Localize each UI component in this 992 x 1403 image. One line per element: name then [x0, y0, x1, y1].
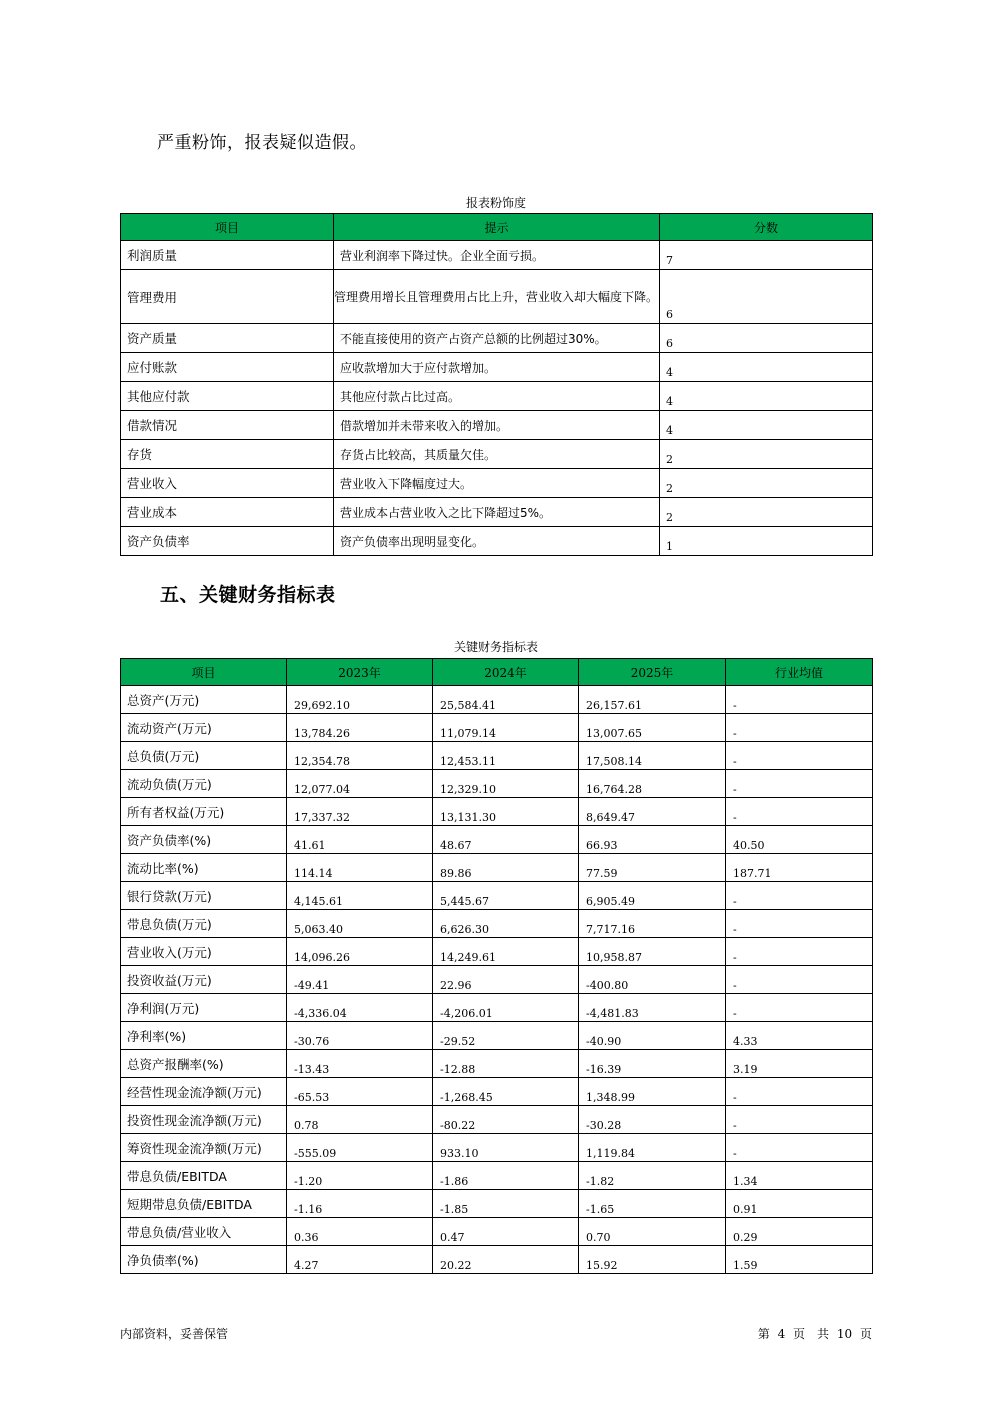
table2-item-cell: 投资收益(万元)	[121, 966, 287, 994]
table2-row	[121, 714, 873, 742]
table2-row	[121, 910, 873, 938]
table2-row	[121, 742, 873, 770]
table2-row	[121, 1190, 873, 1218]
table2-industry-avg-cell: 1.59	[726, 1246, 873, 1274]
table2-header-row	[121, 659, 873, 686]
table2-2023-cell: -30.76	[287, 1022, 433, 1050]
key-financial-indicators-table	[120, 658, 873, 1274]
table2-2023-cell: 17,337.32	[287, 798, 433, 826]
table2-2024-cell: 20.22	[433, 1246, 579, 1274]
table2-row	[121, 1134, 873, 1162]
table1-score-cell: 2	[660, 440, 873, 469]
table2-industry-avg-cell: -	[726, 994, 873, 1022]
table2-industry-avg-cell: -	[726, 1134, 873, 1162]
table2-2023-cell: 4,145.61	[287, 882, 433, 910]
table2-2024-cell: 11,079.14	[433, 714, 579, 742]
table1-item-cell: 存货	[121, 440, 334, 469]
footer-page-mid: 页 共	[793, 1327, 830, 1341]
table2-2025-cell: 16,764.28	[579, 770, 726, 798]
table2-item-cell: 带息负债/EBITDA	[121, 1162, 287, 1190]
table1-caption: 报表粉饰度	[465, 196, 526, 210]
table2-row	[121, 686, 873, 714]
table1-score-cell: 4	[660, 382, 873, 411]
table2-2023-cell: -49.41	[287, 966, 433, 994]
table2-2025-cell: 77.59	[579, 854, 726, 882]
table2-industry-avg-cell: -	[726, 882, 873, 910]
table2-item-cell: 筹资性现金流净额(万元)	[121, 1134, 287, 1162]
table2-row	[121, 798, 873, 826]
table1-row	[121, 382, 873, 411]
table2-2023-cell: 29,692.10	[287, 686, 433, 714]
table1-row	[121, 241, 873, 270]
table1-item-cell: 应付账款	[121, 353, 334, 382]
table2-2024-cell: -29.52	[433, 1022, 579, 1050]
table2-2023-cell: -4,336.04	[287, 994, 433, 1022]
table2-item-cell: 带息负债/营业收入	[121, 1218, 287, 1246]
table2-2025-cell: -30.28	[579, 1106, 726, 1134]
table2-industry-avg-cell: 187.71	[726, 854, 873, 882]
table2-2024-cell: 12,453.11	[433, 742, 579, 770]
table2-2025-cell: 13,007.65	[579, 714, 726, 742]
table2-row	[121, 1162, 873, 1190]
table2-industry-avg-cell: -	[726, 910, 873, 938]
table1-header-item: 项目	[121, 214, 334, 241]
table2-header-2023: 2023年	[287, 659, 433, 686]
table2-industry-avg-cell: 4.33	[726, 1022, 873, 1050]
table2-2023-cell: -555.09	[287, 1134, 433, 1162]
table2-row	[121, 882, 873, 910]
table2-industry-avg-cell: -	[726, 798, 873, 826]
table2-item-cell: 净负债率(%)	[121, 1246, 287, 1274]
whitewash-table	[120, 213, 873, 556]
table2-item-cell: 流动比率(%)	[121, 854, 287, 882]
table2-2023-cell: 5,063.40	[287, 910, 433, 938]
table2-2023-cell: -1.16	[287, 1190, 433, 1218]
table2-2024-cell: -1.86	[433, 1162, 579, 1190]
table2-row	[121, 994, 873, 1022]
table2-2024-cell: 14,249.61	[433, 938, 579, 966]
table1-row	[121, 498, 873, 527]
table2-2024-cell: -1,268.45	[433, 1078, 579, 1106]
table2-2023-cell: 13,784.26	[287, 714, 433, 742]
table2-2025-cell: 0.70	[579, 1218, 726, 1246]
table2-industry-avg-cell: 1.34	[726, 1162, 873, 1190]
table2-item-cell: 投资性现金流净额(万元)	[121, 1106, 287, 1134]
table2-item-cell: 银行贷款(万元)	[121, 882, 287, 910]
footer-page-suffix: 页	[859, 1327, 872, 1341]
table2-2025-cell: 1,348.99	[579, 1078, 726, 1106]
table2-2023-cell: -65.53	[287, 1078, 433, 1106]
table2-row	[121, 1022, 873, 1050]
table2-item-cell: 流动资产(万元)	[121, 714, 287, 742]
table2-item-cell: 资产负债率(%)	[121, 826, 287, 854]
table2-item-cell: 营业收入(万元)	[121, 938, 287, 966]
table1-row	[121, 440, 873, 469]
table2-item-cell: 经营性现金流净额(万元)	[121, 1078, 287, 1106]
table2-2024-cell: 89.86	[433, 854, 579, 882]
table1-header-score: 分数	[660, 214, 873, 241]
table2-2025-cell: 7,717.16	[579, 910, 726, 938]
table2-row	[121, 770, 873, 798]
table2-2024-cell: 933.10	[433, 1134, 579, 1162]
table1-score-cell: 4	[660, 411, 873, 440]
table2-2025-cell: 66.93	[579, 826, 726, 854]
table1-score-cell: 6	[660, 270, 873, 324]
table2-row	[121, 854, 873, 882]
footer-current-page: 4	[777, 1327, 786, 1341]
table2-2024-cell: 5,445.67	[433, 882, 579, 910]
table2-2023-cell: 0.36	[287, 1218, 433, 1246]
table1-score-cell: 6	[660, 324, 873, 353]
table2-2025-cell: -16.39	[579, 1050, 726, 1078]
table2-industry-avg-cell: -	[726, 770, 873, 798]
table2-item-cell: 总负债(万元)	[121, 742, 287, 770]
table2-row	[121, 1050, 873, 1078]
table1-row	[121, 270, 873, 324]
table2-item-cell: 带息负债(万元)	[121, 910, 287, 938]
table2-2024-cell: -12.88	[433, 1050, 579, 1078]
table2-2023-cell: 114.14	[287, 854, 433, 882]
table1-item-cell: 管理费用	[121, 270, 334, 324]
table2-industry-avg-cell: -	[726, 966, 873, 994]
table1-score-cell: 1	[660, 527, 873, 556]
table1-item-cell: 利润质量	[121, 241, 334, 270]
table2-2025-cell: -4,481.83	[579, 994, 726, 1022]
table1-hint-cell: 管理费用增长且管理费用占比上升，营业收入却大幅度下降。	[334, 270, 660, 324]
table1-score-cell: 2	[660, 469, 873, 498]
table1-item-cell: 营业收入	[121, 469, 334, 498]
table2-2025-cell: 6,905.49	[579, 882, 726, 910]
table2-2025-cell: 15.92	[579, 1246, 726, 1274]
table1-item-cell: 其他应付款	[121, 382, 334, 411]
table2-item-cell: 净利率(%)	[121, 1022, 287, 1050]
table2-row	[121, 966, 873, 994]
table1-score-cell: 7	[660, 241, 873, 270]
table2-item-cell: 流动负债(万元)	[121, 770, 287, 798]
table2-header-industry-avg: 行业均值	[726, 659, 873, 686]
table2-industry-avg-cell: 40.50	[726, 826, 873, 854]
table1-item-cell: 资产负债率	[121, 527, 334, 556]
table2-2025-cell: -1.82	[579, 1162, 726, 1190]
table2-2023-cell: 14,096.26	[287, 938, 433, 966]
table1-hint-cell: 其他应付款占比过高。	[334, 382, 660, 411]
table2-2025-cell: 10,958.87	[579, 938, 726, 966]
table2-item-cell: 净利润(万元)	[121, 994, 287, 1022]
table2-2025-cell: -400.80	[579, 966, 726, 994]
table2-2024-cell: -1.85	[433, 1190, 579, 1218]
table1-hint-cell: 营业利润率下降过快。企业全面亏损。	[334, 241, 660, 270]
table2-2023-cell: 4.27	[287, 1246, 433, 1274]
table2-2025-cell: -1.65	[579, 1190, 726, 1218]
table2-industry-avg-cell: -	[726, 1106, 873, 1134]
table1-row	[121, 411, 873, 440]
table1-row	[121, 469, 873, 498]
table2-2024-cell: -80.22	[433, 1106, 579, 1134]
table1-row	[121, 324, 873, 353]
table2-item-cell: 总资产(万元)	[121, 686, 287, 714]
table2-2025-cell: 8,649.47	[579, 798, 726, 826]
table1-hint-cell: 存货占比较高，其质量欠佳。	[334, 440, 660, 469]
table2-2024-cell: 25,584.41	[433, 686, 579, 714]
intro-text: 严重粉饰，报表疑似造假。	[157, 133, 367, 153]
table2-industry-avg-cell: -	[726, 714, 873, 742]
table1-header-hint: 提示	[334, 214, 660, 241]
table2-industry-avg-cell: -	[726, 938, 873, 966]
table2-header-item: 项目	[121, 659, 287, 686]
table2-2023-cell: -1.20	[287, 1162, 433, 1190]
table1-score-cell: 4	[660, 353, 873, 382]
table1-hint-cell: 应收款增加大于应付款增加。	[334, 353, 660, 382]
table2-industry-avg-cell: -	[726, 1078, 873, 1106]
table2-industry-avg-cell: 0.29	[726, 1218, 873, 1246]
table1-item-cell: 营业成本	[121, 498, 334, 527]
table1-hint-cell: 不能直接使用的资产占资产总额的比例超过30%。	[334, 324, 660, 353]
table2-2024-cell: 22.96	[433, 966, 579, 994]
section-heading: 五、关键财务指标表	[160, 584, 336, 606]
table2-row	[121, 1106, 873, 1134]
table2-item-cell: 所有者权益(万元)	[121, 798, 287, 826]
table2-row	[121, 1246, 873, 1274]
table2-2024-cell: 0.47	[433, 1218, 579, 1246]
table2-row	[121, 1078, 873, 1106]
table2-2025-cell: 26,157.61	[579, 686, 726, 714]
table1-item-cell: 资产质量	[121, 324, 334, 353]
table2-2024-cell: 12,329.10	[433, 770, 579, 798]
table2-2023-cell: 0.78	[287, 1106, 433, 1134]
table2-2024-cell: -4,206.01	[433, 994, 579, 1022]
footer-page-number	[754, 1325, 872, 1342]
table2-row	[121, 1218, 873, 1246]
table2-row	[121, 826, 873, 854]
table2-industry-avg-cell: 0.91	[726, 1190, 873, 1218]
table1-hint-cell: 借款增加并未带来收入的增加。	[334, 411, 660, 440]
table2-2025-cell: 17,508.14	[579, 742, 726, 770]
footer-confidential-note: 内部资料，妥善保管	[120, 1327, 229, 1341]
table2-2023-cell: 12,077.04	[287, 770, 433, 798]
table1-score-cell: 2	[660, 498, 873, 527]
table1-row	[121, 527, 873, 556]
table1-header-row	[121, 214, 873, 241]
table2-2024-cell: 13,131.30	[433, 798, 579, 826]
table1-row	[121, 353, 873, 382]
table2-2024-cell: 6,626.30	[433, 910, 579, 938]
table1-hint-cell: 营业收入下降幅度过大。	[334, 469, 660, 498]
table2-header-2025: 2025年	[579, 659, 726, 686]
table2-row	[121, 938, 873, 966]
footer-page-prefix: 第	[757, 1327, 770, 1341]
table2-industry-avg-cell: 3.19	[726, 1050, 873, 1078]
table1-hint-cell: 营业成本占营业收入之比下降超过5%。	[334, 498, 660, 527]
table2-industry-avg-cell: -	[726, 742, 873, 770]
table2-2025-cell: 1,119.84	[579, 1134, 726, 1162]
footer-total-pages: 10	[836, 1327, 853, 1341]
table2-header-2024: 2024年	[433, 659, 579, 686]
table2-item-cell: 短期带息负债/EBITDA	[121, 1190, 287, 1218]
table2-2024-cell: 48.67	[433, 826, 579, 854]
table1-hint-cell: 资产负债率出现明显变化。	[334, 527, 660, 556]
table2-industry-avg-cell: -	[726, 686, 873, 714]
table2-item-cell: 总资产报酬率(%)	[121, 1050, 287, 1078]
table2-2023-cell: 41.61	[287, 826, 433, 854]
table1-item-cell: 借款情况	[121, 411, 334, 440]
table2-2023-cell: 12,354.78	[287, 742, 433, 770]
table2-2025-cell: -40.90	[579, 1022, 726, 1050]
table2-caption: 关键财务指标表	[453, 640, 538, 654]
table2-2023-cell: -13.43	[287, 1050, 433, 1078]
